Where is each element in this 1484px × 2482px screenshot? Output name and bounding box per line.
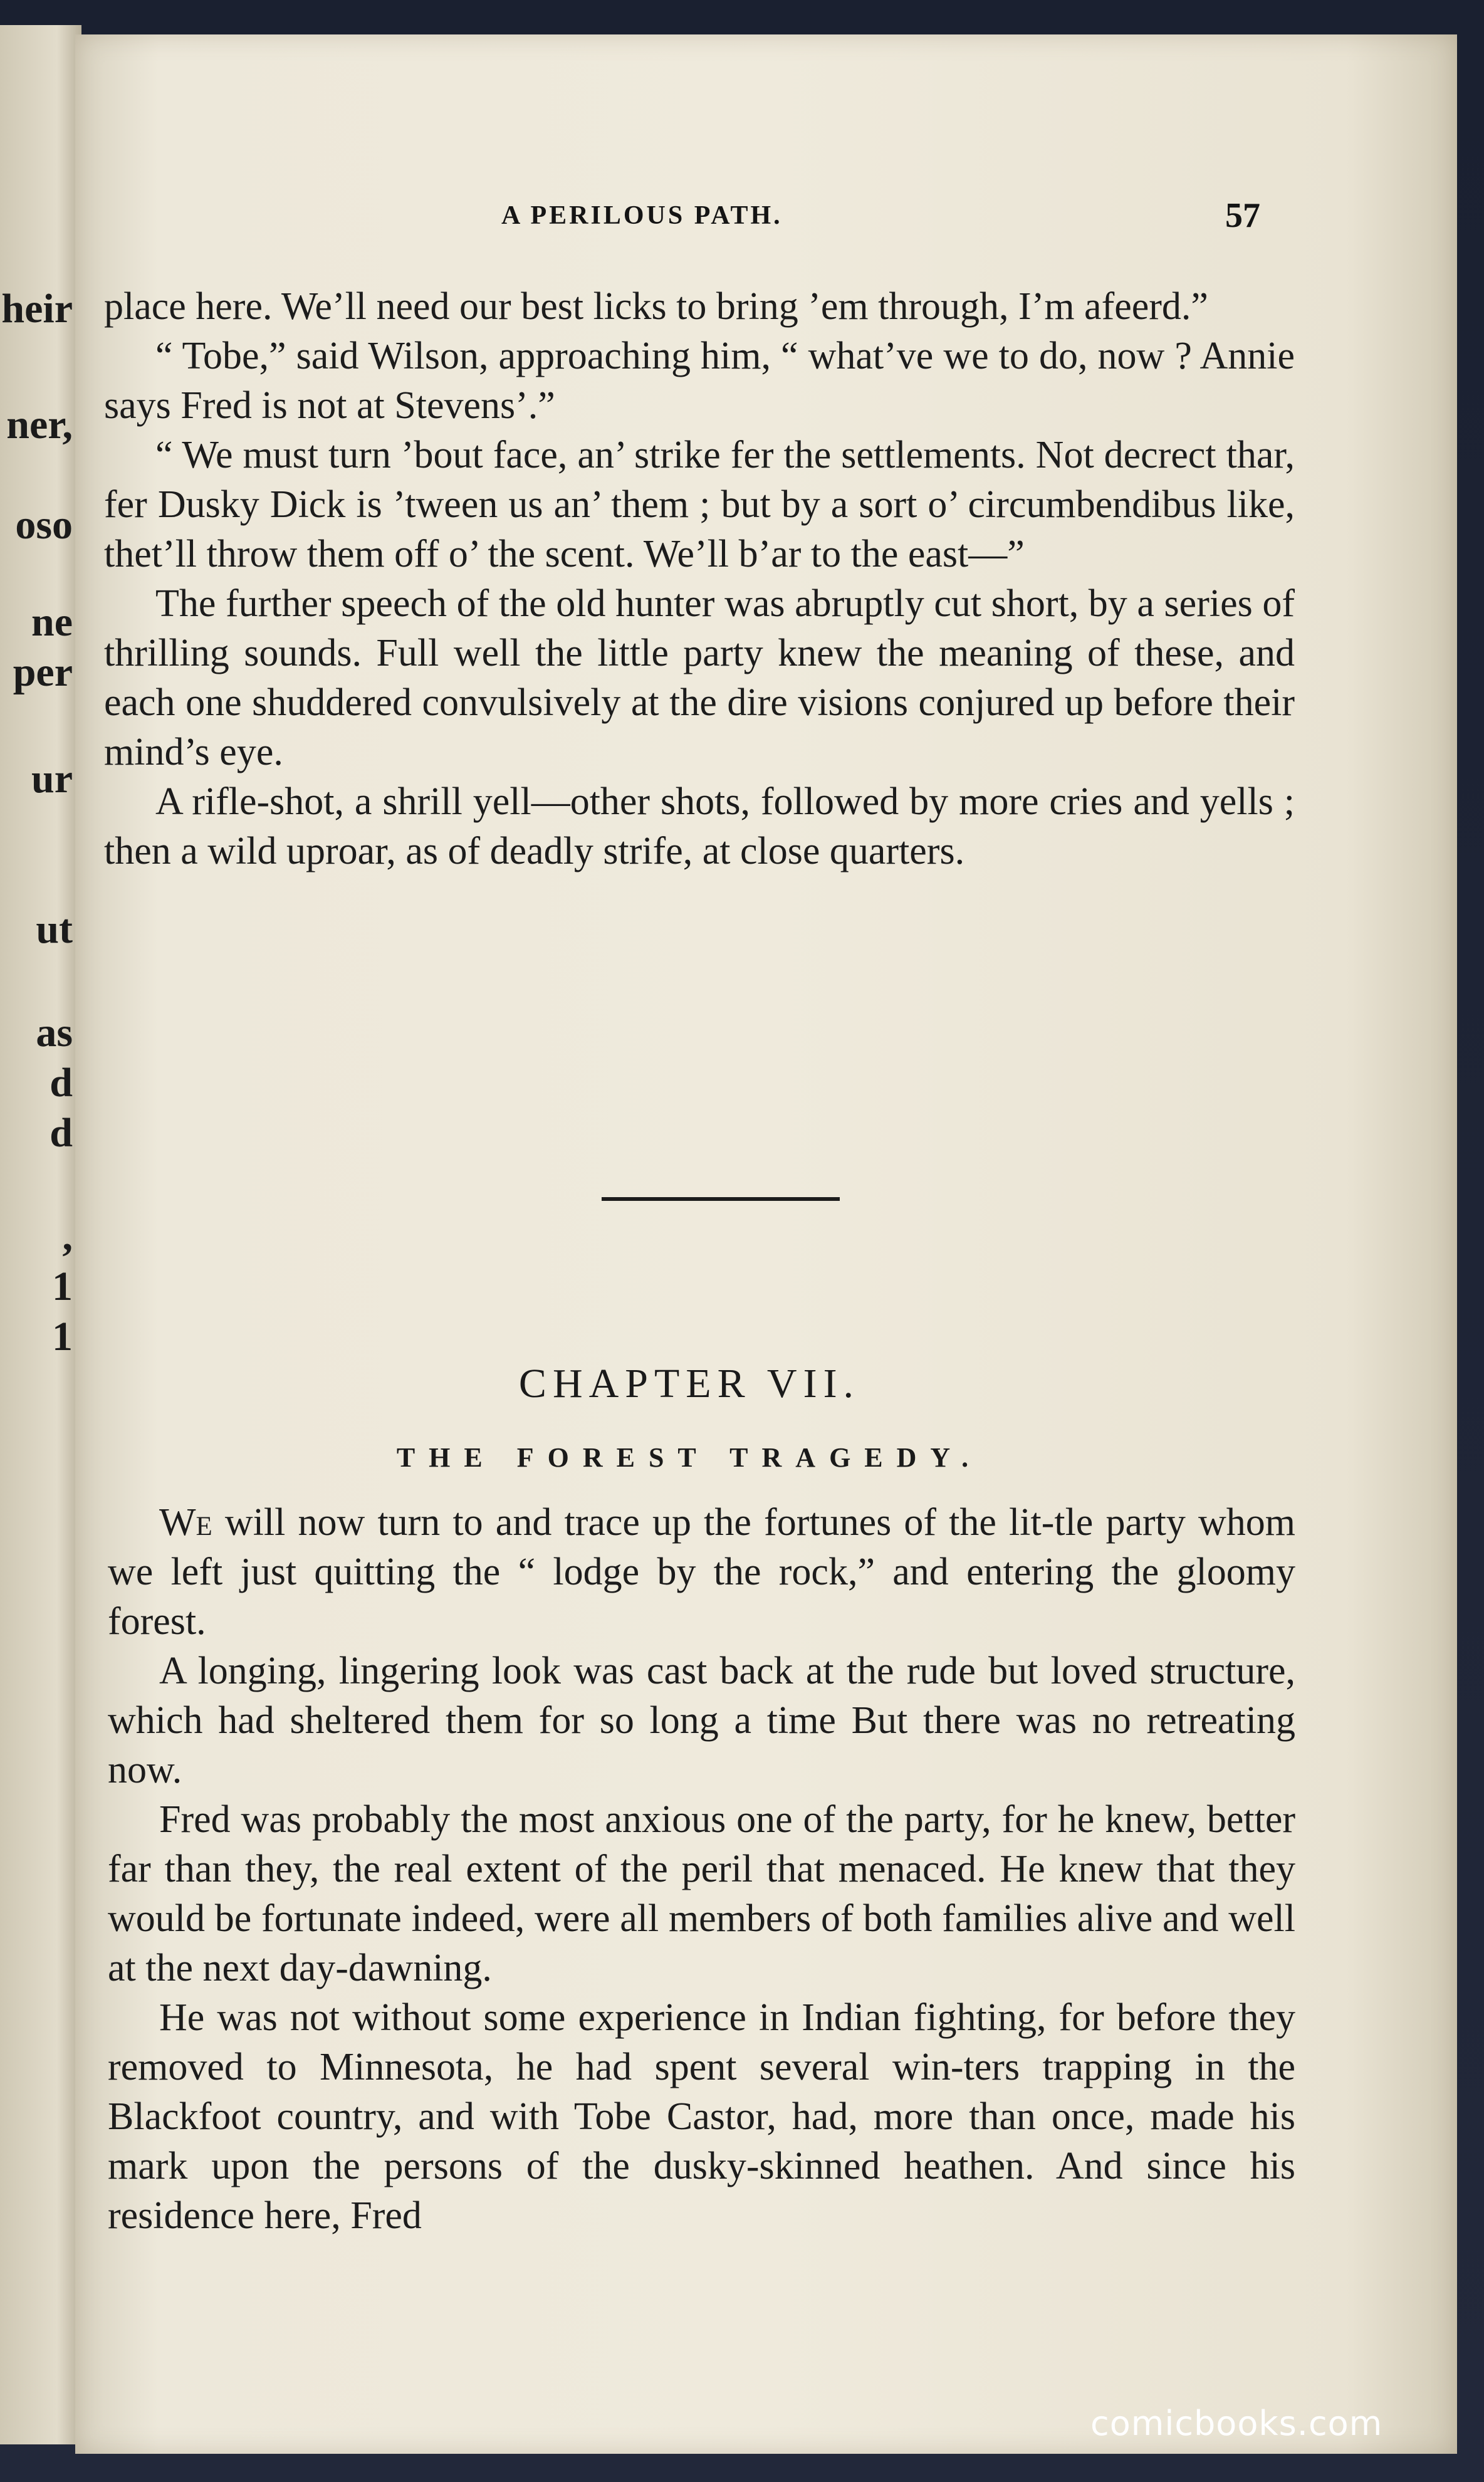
previous-page-fragment: d <box>50 1060 73 1106</box>
paragraph: “ Tobe,” said Wilson, approaching him, “ what’ve we to do, now ? Annie says Fred is not at Stevens’.” <box>104 335 1295 427</box>
previous-page-fragment: ur <box>31 756 73 802</box>
paragraph: The further speech of the old hunter was abruptly cut short, by a series of thrilling sounds. Full well the little party knew the meaning of these, and each one shuddered convulsively at the dire visions conjured up before their mind’s eye. <box>104 582 1295 773</box>
previous-page-fragment: oso <box>15 502 73 548</box>
previous-page-fragment: ne <box>31 599 73 645</box>
previous-page-fragment: 1 <box>52 1314 73 1359</box>
page-number: 57 <box>1225 196 1260 235</box>
opening-text: will now turn to and trace up the fortunes of the lit-tle party whom we left just quitting the “ lodge by the rock,” and entering the gloomy forest. <box>108 1501 1295 1643</box>
paragraph: “ We must turn ’bout face, an’ strike fer the settlements. Not decrect thar, fer Dusky Dick is ’tween us an’ them ; but by a sort o’ circumbendibus like, thet’ll throw them off o’ the scent. We’ll b’ar to the east—” <box>104 434 1295 575</box>
section-divider <box>602 1197 840 1201</box>
previous-page-edge <box>0 25 81 2444</box>
watermark-text: comicbooks.com <box>1090 2404 1383 2443</box>
previous-page-fragment: ner, <box>6 402 73 448</box>
previous-page-fragment: per <box>13 649 73 695</box>
paragraph: A longing, lingering look was cast back at the rude but loved structure, which had sheltered them for so long a time But there was no retreating now. <box>108 1650 1295 1791</box>
previous-page-fragment: , <box>62 1213 73 1259</box>
chapter-opening-paragraph <box>108 1498 1295 1647</box>
book-page <box>75 34 1457 2454</box>
previous-page-fragment: heir <box>1 286 73 332</box>
paragraph: Fred was probably the most anxious one of the party, for he knew, better far than they, the real extent of the peril that menaced. He knew that they would be fortunate indeed, were all members of both families alive and well at the next day-dawning. <box>108 1798 1295 1989</box>
paragraph: He was not without some experience in Indian fighting, for before they removed to Minnesota, he had spent several win-ters trapping in the Blackfoot country, and with Tobe Castor, had, more than once, made his mark upon the persons of the dusky-skinned heathen. And since his residence here, Fred <box>108 1996 1295 2237</box>
previous-page-fragment: as <box>36 1010 73 1055</box>
opening-small-caps: We <box>159 1501 212 1544</box>
body-text-top <box>104 282 1295 876</box>
running-head-title: A PERILOUS PATH. <box>501 201 783 230</box>
previous-page-fragment: 1 <box>52 1264 73 1309</box>
chapter-title: THE FOREST TRAGEDY. <box>396 1442 983 1473</box>
paragraph: A rifle-shot, a shrill yell—other shots, followed by more cries and yells ; then a wild uproar, as of deadly strife, at close quarters. <box>104 780 1295 872</box>
chapter-number: CHAPTER VII. <box>518 1361 860 1406</box>
previous-page-fragment: d <box>50 1110 73 1156</box>
previous-page-fragment: ut <box>36 906 73 952</box>
body-text-chapter <box>108 1498 1295 2241</box>
paragraph: place here. We’ll need our best licks to bring ’em through, I’m afeerd.” <box>104 285 1208 328</box>
running-head <box>75 196 1457 238</box>
